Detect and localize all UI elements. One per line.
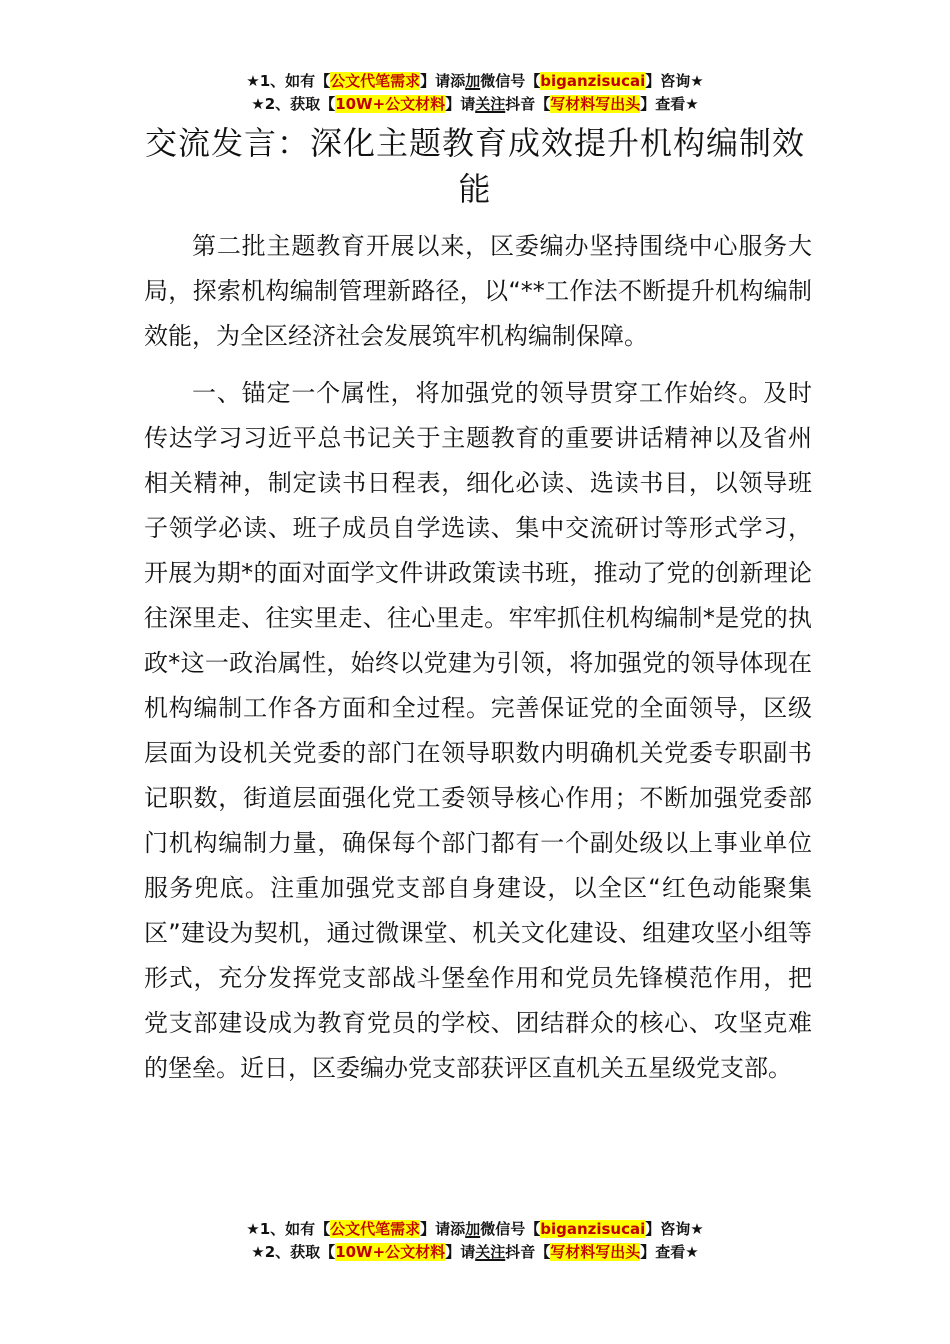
promo-highlight: 10W+公文材料 bbox=[335, 95, 446, 113]
promo-text: ★2、获取【 bbox=[251, 95, 336, 113]
promo-underlined: 关注 bbox=[475, 95, 506, 113]
promo-text: 】请 bbox=[445, 95, 476, 113]
footer-promo-banner bbox=[0, 1218, 950, 1264]
promo-text: 】请添 bbox=[420, 1220, 466, 1238]
promo-text: ★2、获取【 bbox=[251, 1243, 336, 1261]
promo-line-1 bbox=[0, 70, 950, 93]
promo-highlight: 写材料写出头 bbox=[550, 1243, 641, 1261]
promo-text: 微信号【 bbox=[480, 72, 541, 90]
paragraph-intro: 第二批主题教育开展以来，区委编办坚持围绕中心服务大局，探索机构编制管理新路径，以“**工作法不断提升机构编制效能，为全区经济社会发展筑牢机构编制保障。 bbox=[144, 232, 812, 350]
document-title: 交流发言：深化主题教育成效提升机构编制效能 bbox=[144, 124, 805, 208]
paragraph-section-1: 一、锚定一个属性，将加强党的领导贯穿工作始终。及时传达学习习近平总书记关于主题教育的重要讲话精神以及省州相关精神，制定读书日程表，细化必读、选读书目，以领导班子领学必读、班子成员自学选读、集中交流研讨等形式学习，开展为期*的面对面学文件讲政策读书班，推动了党的创新理论往深里走、往实里走、往心里走。牢牢抓住机构编制*是党的执政*这一政治属性，始终以党建为引领，将加强党的领导体现在机构编制工作各方面和全过程。完善保证党的全面领导，区级层面为设机关党委的部门在领导职数内明确机关党委专职副书记职数，街道层面强化党工委领导核心作用；不断加强党委部门机构编制力量，确保每个部门都有一个副处级以上事业单位服务兜底。注重加强党支部自身建设，以全区“红色动能聚集区”建设为契机，通过微课堂、机关文化建设、组建攻坚小组等形式，充分发挥党支部战斗堡垒作用和党员先锋模范作用，把党支部建设成为教育党员的学校、团结群众的核心、攻坚克难的堡垒。近日，区委编办党支部获评区直机关五星级党支部。 bbox=[144, 379, 812, 1082]
document-body bbox=[144, 224, 812, 1103]
promo-highlight: 公文代笔需求 bbox=[330, 72, 421, 90]
promo-underlined: 加 bbox=[465, 72, 481, 90]
promo-text: 】咨询★ bbox=[645, 72, 704, 90]
promo-highlight: 写材料写出头 bbox=[550, 95, 641, 113]
promo-line-1 bbox=[0, 1218, 950, 1241]
promo-underlined: 关注 bbox=[475, 1243, 506, 1261]
promo-text: ★1、如有【 bbox=[246, 1220, 331, 1238]
promo-text: ★1、如有【 bbox=[246, 72, 331, 90]
promo-text: 】查看★ bbox=[640, 1243, 699, 1261]
promo-text: 】请 bbox=[445, 1243, 476, 1261]
promo-underlined: 加 bbox=[465, 1220, 481, 1238]
promo-text: 】咨询★ bbox=[645, 1220, 704, 1238]
promo-line-2 bbox=[0, 1241, 950, 1264]
promo-text: 】请添 bbox=[420, 72, 466, 90]
promo-text: 】查看★ bbox=[640, 95, 699, 113]
promo-text: 抖音【 bbox=[505, 95, 551, 113]
promo-wechat-id: biganzisucai bbox=[540, 1220, 646, 1238]
promo-wechat-id: biganzisucai bbox=[540, 72, 646, 90]
promo-highlight: 公文代笔需求 bbox=[330, 1220, 421, 1238]
promo-text: 微信号【 bbox=[480, 1220, 541, 1238]
header-promo-banner bbox=[0, 70, 950, 116]
promo-highlight: 10W+公文材料 bbox=[335, 1243, 446, 1261]
promo-text: 抖音【 bbox=[505, 1243, 551, 1261]
promo-line-2 bbox=[0, 93, 950, 116]
